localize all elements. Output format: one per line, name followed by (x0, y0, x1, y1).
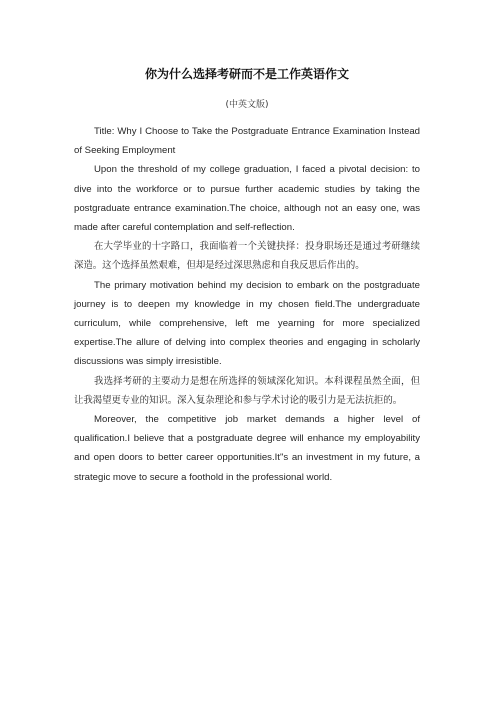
paragraph-intro-zh: 在大学毕业的十字路口，我面临着一个关键抉择：投身职场还是通过考研继续深造。这个选择虽然艰难，但却是经过深思熟虑和自我反思后作出的。 (74, 241, 420, 272)
paragraph-job-market-en: Moreover, the competitive job market demands a higher level of qualification.I believe that a postgraduate degree will enhance my employability and open doors to better career opportunities.It"s an investment in my future, a strategic move to secure a foothold in the professional world. (74, 414, 420, 483)
paragraph-motivation-zh: 我选择考研的主要动力是想在所选择的领域深化知识。本科课程虽然全面，但让我渴望更专业的知识。深入复杂理论和参与学术讨论的吸引力是无法抗拒的。 (74, 375, 420, 406)
document-subtitle: (中英文版) (225, 100, 269, 110)
essay-title-paragraph: Title: Why I Choose to Take the Postgraduate Entrance Examination Instead of Seeking Employment (74, 126, 420, 157)
paragraph-motivation-en: The primary motivation behind my decision to embark on the postgraduate journey is to deepen my knowledge in my chosen field.The undergraduate curriculum, while comprehensive, left me yearning for more specialized expertise.The allure of delving into complex theories and engaging in scholarly discussions was simply irresistible. (74, 279, 420, 368)
document-page (74, 60, 420, 487)
paragraph-intro-en: Upon the threshold of my college graduation, I faced a pivotal decision: to dive into the workforce or to pursue further academic studies by taking the postgraduate entrance examination.The choice, although not an easy one, was made after careful contemplation and self-reflection. (74, 164, 420, 234)
document-title: 你为什么选择考研而不是工作英语作文 (144, 67, 349, 81)
